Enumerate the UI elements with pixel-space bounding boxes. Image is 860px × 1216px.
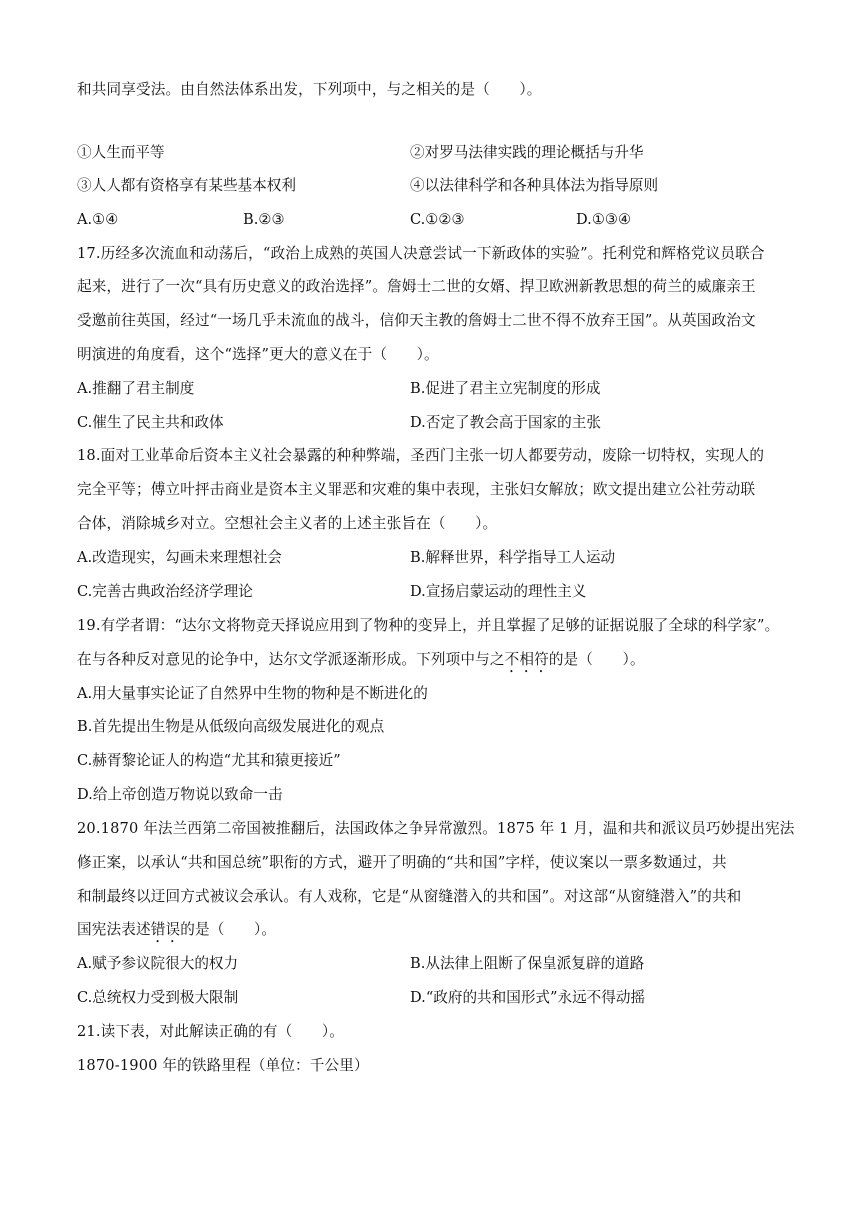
q21-stem-line: 21.读下表，对此解读正确的有（ ）。: [77, 1023, 345, 1040]
q20-stem-line: 修正案，以承认“共和国总统”职衔的方式，避开了明确的“共和国”字样，使议案以一票多数通过，共: [77, 854, 727, 871]
q19-stem-line: 19.有学者谓：“达尔文将物竞天择说应用到了物种的变异上，并且掌握了足够的证据说服了全球的科学家”。: [77, 617, 780, 634]
q16-option-d: D.①③④: [576, 211, 632, 228]
q20-stem-line: [77, 920, 276, 946]
q17-stem-line: 起来，进行了一次“具有历史意义的政治选择”。詹姆士二世的女婿、捍卫欧洲新教思想的荷兰的威廉亲王: [77, 278, 756, 295]
q20-emphasis: 错误: [150, 921, 181, 938]
q19-option-c: C.赫胥黎论证人的构造“尤其和猿更接近”: [77, 752, 341, 769]
q16-option-a: A.①④: [77, 211, 119, 228]
q20-stem-line: 20.1870 年法兰西第二帝国被推翻后，法国政体之争异常激烈。1875 年 1 月，温和共和派议员巧妙提出宪法: [77, 820, 795, 837]
q20-option-b: B.从法律上阻断了保皇派复辟的道路: [410, 955, 645, 972]
q19-emphasis: 不相符: [504, 651, 549, 668]
q19-stem-text: 在与各种反对意见的论争中，达尔文学派逐渐形成。下列项中与之: [77, 651, 505, 668]
q20-stem-text: 的是（ ）。: [180, 921, 277, 938]
q16-item-4: ④以法律科学和各种具体法为指导原则: [410, 177, 659, 194]
q16-item-3: ③人人都有资格享有某些基本权利: [77, 177, 296, 194]
q20-stem-line: 和制最终以迂回方式被议会承认。有人戏称，它是“从窗缝潜入的共和国”。对这部“从窗缝潜入”的共和: [77, 888, 742, 905]
q18-option-d: D.宣扬启蒙运动的理性主义: [410, 583, 587, 600]
q20-option-c: C.总统权力受到极大限制: [77, 989, 239, 1006]
q18-option-c: C.完善古典政治经济学理论: [77, 583, 253, 600]
q17-option-c: C.催生了民主共和政体: [77, 414, 224, 431]
q19-stem-text: 的是（ ）。: [548, 651, 645, 668]
q16-option-b: B.②③: [243, 211, 285, 228]
q19-stem-line: [77, 650, 645, 676]
q18-option-b: B.解释世界，科学指导工人运动: [410, 549, 616, 566]
q17-stem-line: 17.历经多次流血和动荡后，“政治上成熟的英国人决意尝试一下新政体的实验”。托利党和辉格党议员联合: [77, 245, 765, 262]
q17-stem-line: 明演进的角度看，这个“选择”更大的意义在于（ ）。: [77, 346, 439, 363]
q20-option-d: D.“政府的共和国形式”永远不得动摇: [410, 989, 646, 1006]
q20-option-a: A.赋予参议院很大的权力: [77, 955, 239, 972]
q18-stem-line: 完全平等；傅立叶抨击商业是资本主义罪恶和灾难的集中表现，主张妇女解放；欧文提出建立公社劳动联: [77, 481, 756, 498]
q17-option-a: A.推翻了君主制度: [77, 380, 195, 397]
q17-option-b: B.促进了君主立宪制度的形成: [410, 380, 601, 397]
q19-option-a: A.用大量事实论证了自然界中生物的物种是不断进化的: [77, 685, 428, 702]
q17-option-d: D.否定了教会高于国家的主张: [410, 414, 601, 431]
q16-item-2: ②对罗马法律实践的理论概括与升华: [410, 144, 644, 161]
q20-stem-text: 国宪法表述: [77, 921, 151, 938]
q21-table-caption: 1870-1900 年的铁路里程（单位：千公里）: [77, 1057, 369, 1074]
q19-option-d: D.给上帝创造万物说以致命一击: [77, 786, 283, 803]
q18-stem-line: 合体，消除城乡对立。空想社会主义者的上述主张旨在（ ）。: [77, 515, 498, 532]
q17-stem-line: 受邀前往英国，经过“一场几乎未流血的战斗，信仰天主教的詹姆士二世不得不放弃王国”。从英国政治文: [77, 312, 756, 329]
q18-stem-line: 18.面对工业革命后资本主义社会暴露的种种弊端，圣西门主张一切人都要劳动，废除一切特权，实现人的: [77, 447, 765, 464]
q16-option-c: C.①②③: [410, 211, 465, 228]
q16-continuation: 和共同享受法。由自然法体系出发，下列项中，与之相关的是（ ）。: [77, 81, 542, 98]
q19-option-b: B.首先提出生物是从低级向高级发展进化的观点: [77, 718, 385, 735]
q16-item-1: ①人生而平等: [77, 144, 165, 161]
q18-option-a: A.改造现实，勾画未来理想社会: [77, 549, 282, 566]
